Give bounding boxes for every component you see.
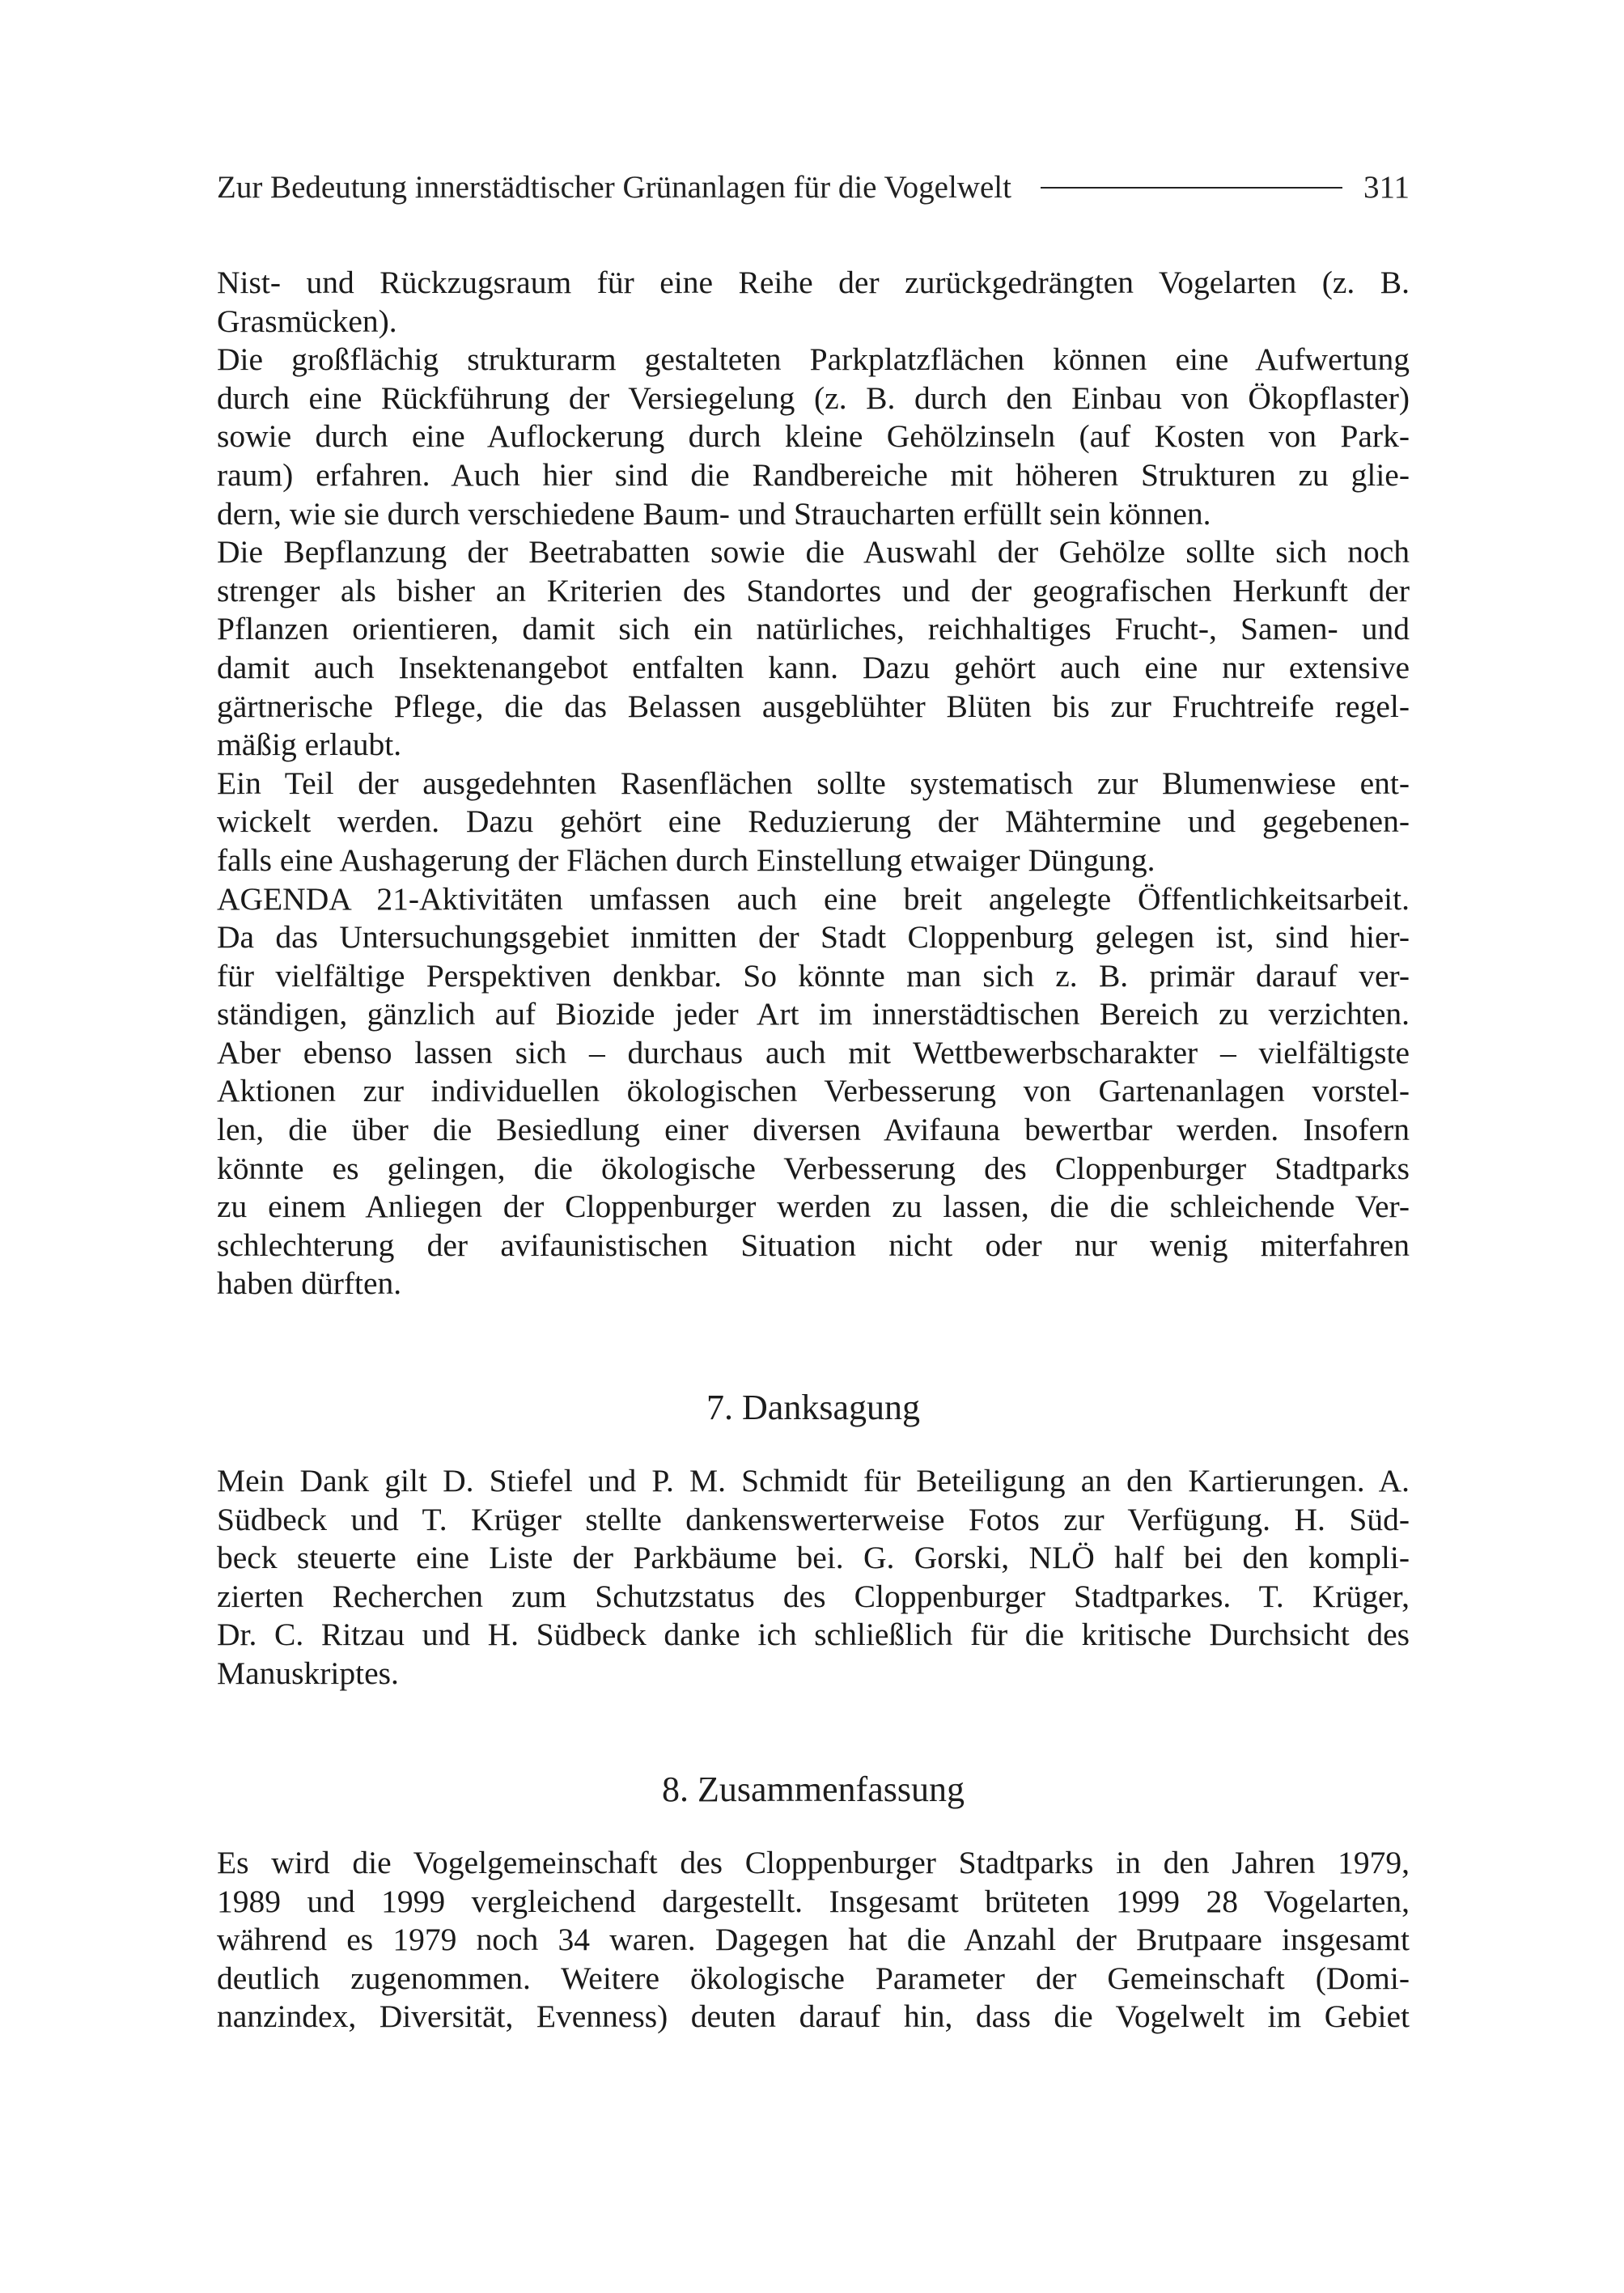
running-title: Zur Bedeutung innerstädtischer Grünanlagen für die Vogelwelt — [217, 170, 1011, 205]
text-line: Es wird die Vogelgemeinschaft des Cloppenburger Stadtparks in den Jahren 1979, — [217, 1845, 1410, 1880]
text-line: ständigen, gänzlich auf Biozide jeder Art im innerstädtischen Bereich zu verzichten. — [217, 996, 1410, 1032]
text-line: Mein Dank gilt D. Stiefel und P. M. Schmidt für Beteiligung an den Kartierungen. A. — [217, 1463, 1410, 1498]
acknowledgements-paragraph — [217, 1462, 1410, 1693]
text-line: schlechterung der avifaunistischen Situation nicht oder nur wenig miterfahren — [217, 1227, 1410, 1263]
summary-paragraph — [217, 1844, 1410, 2037]
text-line: könnte es gelingen, die ökologische Verbesserung des Cloppenburger Stadtparks — [217, 1150, 1410, 1186]
text-line: Ein Teil der ausgedehnten Rasenflächen sollte systematisch zur Blumenwiese ent- — [217, 765, 1410, 801]
text-line: Nist- und Rückzugsraum für eine Reihe der zurückgedrängten Vogelarten (z. B. — [217, 265, 1410, 300]
text-line: Die Bepflanzung der Beetrabatten sowie die Auswahl der Gehölze sollte sich noch — [217, 534, 1410, 570]
text-line: beck steuerte eine Liste der Parkbäume bei. G. Gorski, NLÖ half bei den kompli- — [217, 1540, 1410, 1576]
text-line: Die großflächig strukturarm gestalteten Parkplatzflächen können eine Aufwertung — [217, 341, 1410, 378]
text-line: für vielfältige Perspektiven denkbar. So könnte man sich z. B. primär darauf ver- — [217, 957, 1410, 994]
section-8-body — [217, 1844, 1410, 2037]
text-line: nanzindex, Diversität, Evenness) deuten darauf hin, dass die Vogelwelt im Gebiet — [217, 1998, 1410, 2035]
text-line: AGENDA 21-Aktivitäten umfassen auch eine breit angelegte Öffentlichkeitsarbeit. — [217, 880, 1410, 917]
paragraph-group-1 — [217, 264, 1410, 1303]
text-line: Dr. C. Ritzau und H. Südbeck danke ich schließlich für die kritische Durchsicht des — [217, 1617, 1410, 1653]
header-rule — [1041, 187, 1342, 189]
text-line: Da das Untersuchungsgebiet inmitten der Stadt Cloppenburg gelegen ist, sind hier- — [217, 919, 1410, 956]
text-line: Südbeck und T. Krüger stellte dankenswerterweise Fotos zur Verfügung. H. Süd- — [217, 1501, 1410, 1537]
section-heading-zusammenfassung: 8. Zusammenfassung — [662, 1770, 965, 1809]
text-line: Pflanzen orientieren, damit sich ein natürliches, reichhaltiges Frucht-, Samen- und — [217, 611, 1410, 647]
text-line: damit auch Insektenangebot entfalten kann. Dazu gehört auch eine nur extensive — [217, 649, 1410, 685]
text-line: 1989 und 1999 vergleichend dargestellt. Insgesamt brüteten 1999 28 Vogelarten, — [217, 1883, 1410, 1919]
text-line: gärtnerische Pflege, die das Belassen ausgeblühter Blüten bis zur Fruchtreife regel- — [217, 688, 1410, 724]
text-line: dern, wie sie durch verschiedene Baum- und Straucharten erfüllt sein können. — [217, 495, 1211, 532]
text-line: durch eine Rückführung der Versiegelung (z. B. durch den Einbau von Ökopflaster) — [217, 379, 1410, 416]
text-line: sowie durch eine Auflockerung durch kleine Gehölzinseln (auf Kosten von Park- — [217, 418, 1410, 455]
text-line: Aktionen zur individuellen ökologischen Verbesserung von Gartenanlagen vorstel- — [217, 1073, 1410, 1109]
text-line: strenger als bisher an Kriterien des Standortes und der geografischen Herkunft der — [217, 572, 1410, 608]
text-line: zierten Recherchen zum Schutzstatus des Cloppenburger Stadtparkes. T. Krüger, — [217, 1578, 1410, 1614]
text-line: wickelt werden. Dazu gehört eine Reduzierung der Mähtermine und gegebenen- — [217, 803, 1410, 840]
text-line: Manuskriptes. — [217, 1655, 399, 1691]
text-line: haben dürften. — [217, 1265, 402, 1302]
page-number: 311 — [1363, 170, 1410, 205]
running-header — [217, 165, 1410, 210]
text-line: Grasmücken). — [217, 303, 397, 339]
text-line: während es 1979 noch 34 waren. Dagegen hat die Anzahl der Brutpaare insgesamt — [217, 1922, 1410, 1958]
text-line: len, die über die Besiedlung einer diversen Avifauna bewertbar werden. Insofern — [217, 1112, 1410, 1148]
text-line: deutlich zugenommen. Weitere ökologische Parameter der Gemeinschaft (Domi- — [217, 1960, 1410, 1996]
text-line: zu einem Anliegen der Cloppenburger werden zu lassen, die die schleichende Ver- — [217, 1189, 1410, 1225]
body-block-1 — [217, 264, 1410, 1303]
section-8 — [217, 1767, 1410, 1812]
text-line: raum) erfahren. Auch hier sind die Randbereiche mit höheren Strukturen zu glie- — [217, 456, 1410, 493]
text-line: falls eine Aushagerung der Flächen durch Einstellung etwaiger Düngung. — [217, 841, 1155, 878]
text-line: Aber ebenso lassen sich – durchaus auch mit Wettbewerbscharakter – vielfältigste — [217, 1034, 1410, 1070]
text-line: mäßig erlaubt. — [217, 727, 402, 763]
section-heading-danksagung: 7. Danksagung — [706, 1388, 920, 1427]
section-7 — [217, 1385, 1410, 1430]
section-7-body — [217, 1462, 1410, 1693]
